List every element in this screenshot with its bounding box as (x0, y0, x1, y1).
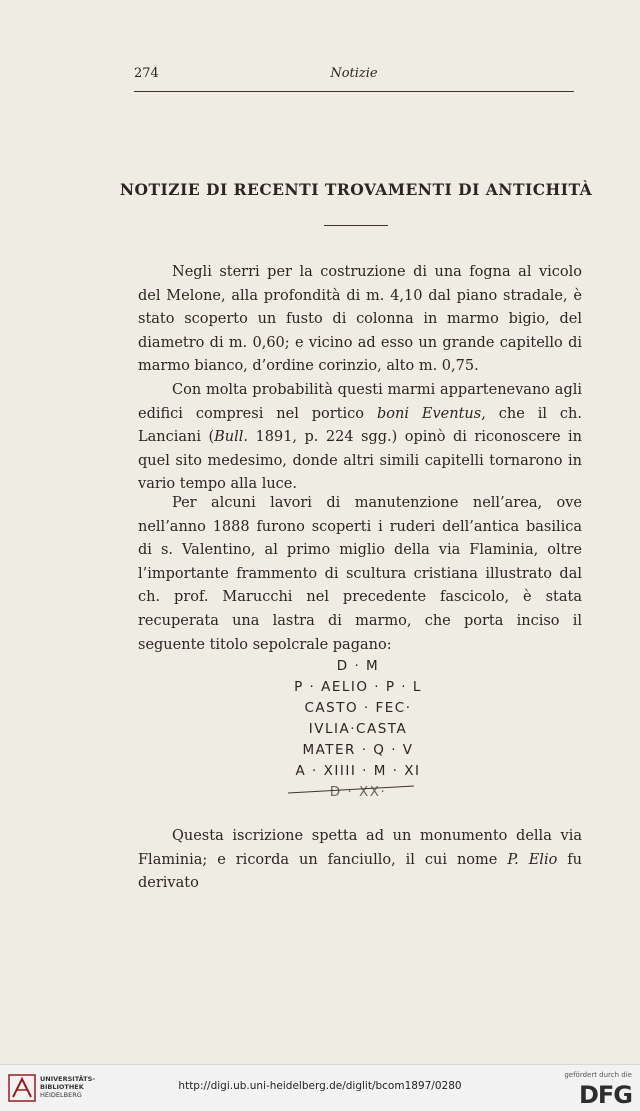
library-name-line-1: UNIVERSITÄTS- (40, 1075, 95, 1083)
running-head (134, 66, 574, 88)
inscription-break-line (286, 785, 416, 797)
paragraph-1 (138, 261, 582, 379)
permalink-url[interactable]: http://digi.ub.uni-heidelberg.de/diglit/bcom1897/0280 (178, 1080, 462, 1092)
inscription-line: MATER · Q · V (302, 742, 414, 758)
title-rule (324, 225, 388, 226)
paragraph-4 (138, 825, 582, 896)
child-name: P. Elio (507, 851, 558, 868)
paragraph-1-text: Negli sterri per la costruzione di una fogna al vicolo del Melone, alla profondità di m. 4,10 dal piano stradale, è stato scoperto un fusto di colonna in marmo bigio, del diametro di m. 0,60; e vicino ad esso un grande capitello di marmo bianco, d’ordine corinzio, alto m. 0,75. (138, 264, 582, 375)
inscription-line: IVLIA·CASTA (308, 721, 408, 737)
paragraph-4-part-2: fu derivato (138, 851, 582, 892)
funding-caption: gefördert durch die (564, 1071, 632, 1079)
paragraph-4-text (138, 825, 582, 896)
page-number: 274 (134, 66, 159, 81)
running-title: Notizie (330, 66, 378, 81)
library-name-line-3: HEIDELBERG (40, 1091, 82, 1099)
paragraph-2-part-2: , che il ch. Lanciani ( (138, 405, 583, 446)
library-name-line-2: BIBLIOTHEK (40, 1083, 84, 1091)
dfg-logo: DFG (578, 1081, 632, 1109)
inscription-line-damaged: D · XX· (329, 784, 387, 800)
paragraph-3-text: Per alcuni lavori di manutenzione nell’area, ove nell’anno 1888 furono scoperti i ruderi dell’antica basilica di s. Valentino, al primo miglio della via Flaminia, oltre l’importante frammento di scultura cristiana illustrato dal ch. prof. Marucchi nel precedente fascicolo, è stata recuperata una lastra di marmo, che porta inciso il seguente titolo sepolcrale pagano: (138, 495, 582, 653)
header-rule (134, 91, 574, 92)
digitization-footer (0, 1064, 640, 1111)
paragraph-3 (138, 492, 582, 657)
inscription-line: A · XIIII · M · XI (295, 763, 421, 779)
paragraph-2-part-1: Con molta probabilità questi marmi appartenevano agli edifici compresi nel portico (138, 382, 582, 422)
section-title: NOTIZIE DI RECENTI TROVAMENTI DI ANTICHITÀ (119, 180, 593, 199)
inscription-line: P · AELIO · P · L (294, 679, 422, 695)
inscription-line: CASTO · FEC· (304, 700, 412, 716)
paragraph-2 (138, 379, 582, 497)
inscription-line: D · M (336, 658, 380, 674)
epigraphic-inscription (284, 656, 432, 803)
bulletin-reference: Bull. (214, 429, 249, 446)
paragraph-2-text (138, 379, 582, 497)
paragraph-4-part-1: Questa iscrizione spetta ad un monumento della via Flaminia; e ricorda un fanciullo, il cui nome (138, 828, 582, 868)
paragraph-2-part-3: 1891, p. 224 sgg.) opinò di riconoscere in quel sito medesimo, donde altri simili capitelli tornarono in vario tempo alla luce. (138, 429, 582, 493)
portico-name: boni Eventus (376, 405, 482, 422)
